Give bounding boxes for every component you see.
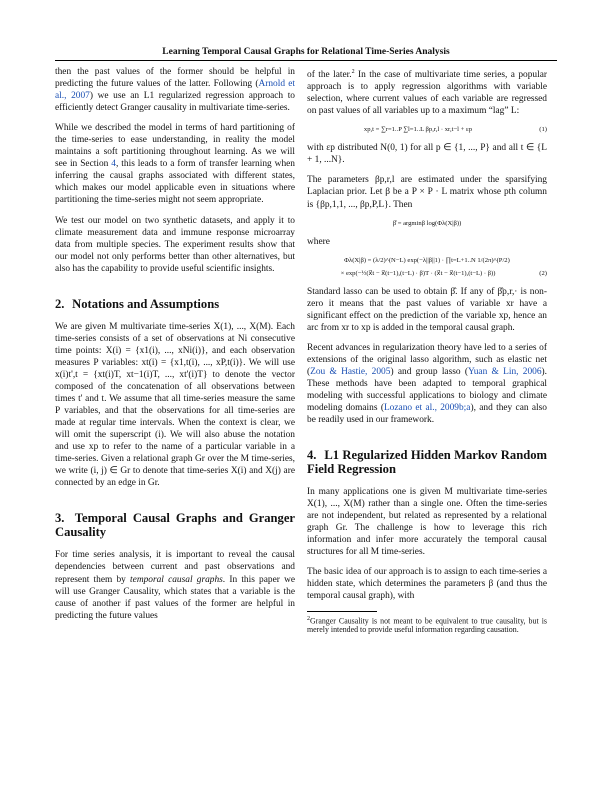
equation-body: Φλ(X|β) = (λ/2)^(N−L) exp(−λ||β||1) · ∏t=L+1..N 1/(2π)^(P/2) (344, 256, 510, 264)
section-heading (307, 448, 547, 476)
text: ) and group lasso ( (390, 366, 468, 377)
equation-body: × exp(−½(x⃗t − x⃗(t−1),(t−L) · β)T · (x⃗t − x⃗(t−1),(t−L) · β)) (340, 269, 496, 277)
text: ) we use an L1 regularized regression approach to efficiently detect Granger causality in multivariate time-series. (55, 91, 295, 114)
section-heading (55, 511, 295, 539)
section-title: L1 Regularized Hidden Markov Random Field Regression (307, 448, 547, 477)
text: then the past values of the former should be helpful in predicting the future values of the latter. Following ( (55, 67, 295, 90)
text: of the later. (307, 70, 352, 81)
citation-link[interactable]: Arnold et al., 2007 (55, 79, 295, 102)
paragraph (55, 122, 295, 206)
paragraph: The basic idea of our approach is to assign to each time-series a hidden state, which determines the parameters β (and thus the temporal causal graph), with (307, 567, 547, 602)
footnote-marker[interactable]: 2 (351, 69, 355, 75)
text: For time series analysis, it is important to reveal the causal dependencies between current and past observations and represent them by (55, 550, 295, 585)
section-number: 2. (55, 296, 65, 311)
paragraph: We are given M multivariate time-series X(1), ..., X(M). Each time-series consists of a set of observations at Ni consecutive time points: X(i) = {x1(i), ..., xNi(i)}, and each observation measures P variables: xt(i) = {x1,t(i), ..., xP,t(i)}. We will use x(i)t',t = {xt(i)T, xt−1(i)T, ..., xt'(i)T} to denote the vector composed of the concatenation of all observations between times t' and t. We assume that all time-series measure the same P variables, and that the observations for all time-series are made at regular time intervals. When the context is clear, we will omit the superscript (i). We will also abuse the notation and use xp to refer to the name of a particular variable in a time-series. Given a relational graph Gr over the M time-series, we write (i, j) ∈ Gr to denote that time-series X(i) and X(j) are connected by an edge in Gr. (55, 321, 295, 489)
footnote-text: Granger Causality is not meant to be equivalent to true causality, but is merely intended to provide useful information regarding causation. (307, 616, 547, 635)
text: ), and they can also be readily used in our framework. (307, 403, 547, 426)
paragraph (55, 66, 295, 114)
paragraph (307, 66, 547, 117)
running-header: Learning Temporal Causal Graphs for Relational Time-Series Analysis (162, 47, 450, 57)
equation-1 (307, 125, 547, 134)
emphasis: temporal causal graphs (130, 574, 223, 585)
header-rule (55, 60, 557, 61)
text: ). These methods have been adapted to temporal graphical modeling with successful applications to biology and climate modeling domains ( (307, 366, 548, 414)
section-number: 4. (307, 448, 317, 463)
paragraph (307, 342, 547, 426)
section-link[interactable]: 4 (111, 159, 116, 170)
text: Recent advances in regularization theory have led to a series of extensions of the original lasso algorithm, such as elastic net ( (307, 342, 547, 377)
section-heading (55, 297, 295, 311)
text: . In this paper we will use Granger Causality, which states that a variable is the cause of another if past values of the former are helpful in predicting the future values (55, 574, 295, 621)
section-title: Notations and Assumptions (72, 296, 220, 311)
paragraph: with εp distributed N(0, 1) for all p ∈ {1, ..., P} and all t ∈ {L + 1, ...N}. (307, 143, 547, 166)
text: While we described the model in terms of hard partitioning of the time-series to ease understanding, in reality the model maintains a soft partitioning throughout learning. As we will see in Section (55, 123, 295, 170)
paragraph: In many applications one is given M multivariate time-series X(1), ..., X(M) rather than a single one. Often the time-series are not independent, but related as represented by a relational graph Gr. The challenge is how to leverage this rich information and infer more accurately the temporal causal structures for all M time-series. (307, 487, 547, 558)
paragraph: We test our model on two synthetic datasets, and apply it to climate measurement data and immune response microarray data from multiple species. The experiment results show that our model not only performs better than other alternatives, but also has the capability to provide useful scientific insights. (55, 215, 295, 274)
footnote-number: 2 (307, 615, 310, 622)
text: , this leads to a form of transfer learning when inferring the causal graphs associated with different states, which makes our model applicable even in situations where partitioning the time-series might not seem appropriate. (55, 159, 295, 206)
equation-number: (1) (539, 126, 547, 134)
right-column (307, 66, 547, 635)
equation-2-line-1 (307, 256, 547, 265)
citation-link[interactable]: Zou & Hastie, 2005 (310, 366, 391, 377)
left-column (55, 66, 295, 630)
equation-number: (2) (539, 269, 547, 277)
equation-argmin (307, 219, 547, 228)
equation-body: β̂ = argminβ log(Φλ(X|β)) (392, 219, 462, 227)
citation-link[interactable]: Lozano et al., 2009b;a (383, 403, 471, 414)
equation-2-line-2 (307, 269, 547, 278)
section-number: 3. (55, 511, 65, 526)
footnote-rule (307, 611, 377, 612)
paragraph: where (307, 236, 330, 247)
section-title: Temporal Causal Graphs and Granger Causality (55, 511, 296, 540)
footnote (307, 615, 547, 635)
text: In the case of multivariate time series, a popular approach is to apply regression algorithms with variable selection, where current values of each variable are regressed on past values of all variables up to a maximum “lag” L: (307, 70, 547, 117)
paragraph (55, 549, 295, 621)
equation-body: xp,t = ∑r=1..P ∑l=1..L βp,r,l · xr,t−l + εp (363, 126, 473, 134)
paragraph: The parameters βp,r,l are estimated under the sparsifying Laplacian prior. Let β be a P × P · L matrix whose pth column is {βp,1,1, ..., βp,P,L}. Then (307, 175, 547, 210)
paragraph: Standard lasso can be used to obtain β̂. If any of β̂p,r,· is non-zero it means that the past values of variable xr have a significant effect on the prediction of the variable xp, hence an arc from xr to xp is added in the temporal causal graph. (307, 286, 547, 333)
citation-link[interactable]: Yuan & Lin, 2006 (468, 366, 542, 377)
